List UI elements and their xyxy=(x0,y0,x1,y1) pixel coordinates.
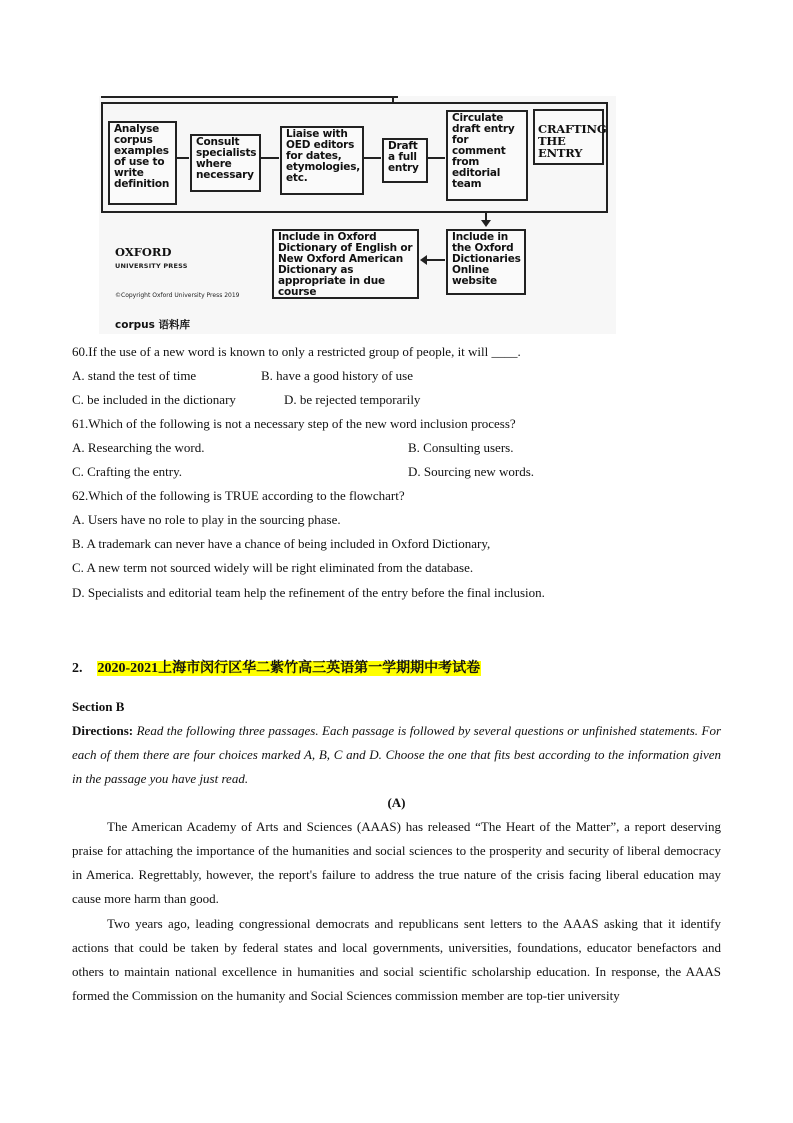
question-60-stem: 60.If the use of a new word is known to only a restricted group of people, it will ____. xyxy=(72,344,521,359)
flow-box-include-dictionary: Include in Oxford Dictionary of English or New Oxford American Dictionary as appropriate in due course xyxy=(272,229,419,299)
copyright-text: ©Copyright Oxford University Press 2019 xyxy=(115,292,240,299)
directions-text: Read the following three passages. Each passage is followed by several questions or unfinished statements. For each of them there are four choices marked A, B, C and D. Choose the one that fits best according to the information given in the passage you have just read. xyxy=(72,723,721,786)
question-60-option-c: C. be included in the dictionary xyxy=(72,392,236,407)
question-61-option-c: C. Crafting the entry. xyxy=(72,464,182,479)
oxford-logo-subtext: UNIVERSITY PRESS xyxy=(115,262,188,270)
exam-heading xyxy=(72,657,481,677)
passage-paragraph-1: The American Academy of Arts and Sciences (AAAS) has released “The Heart of the Matter”, a report deserving praise for attaching the importance of the humanities and social sciences to the prosperity and security of liberal democracy in America. Regrettably, however, the report's failure to address the true nature of the crisis facing liberal education may cause more harm than good. xyxy=(72,819,721,906)
flow-frame-bottom xyxy=(101,211,608,213)
question-62-option-d: D. Specialists and editorial team help the refinement of the entry before the final inclusion. xyxy=(72,585,545,600)
question-62-option-c: C. A new term not sourced widely will be right eliminated from the database. xyxy=(72,560,474,575)
question-60-option-d: D. be rejected temporarily xyxy=(284,392,421,407)
flow-arrow xyxy=(428,157,445,159)
flow-box-draft: Draft a full entry xyxy=(382,138,428,183)
flow-arrow xyxy=(364,157,381,159)
directions-label: Directions: xyxy=(72,723,134,738)
flow-box-liaise: Liaise with OED editors for dates, etymologies, etc. xyxy=(280,126,364,195)
question-62-option-a: A. Users have no role to play in the sourcing phase. xyxy=(72,512,341,527)
passage-label: (A) xyxy=(387,795,406,810)
flow-arrow xyxy=(261,157,279,159)
flow-arrowhead-left xyxy=(420,255,427,265)
flow-box-circulate: Circulate draft entry for comment from editorial team xyxy=(446,110,528,201)
question-61-option-d: D. Sourcing new words. xyxy=(408,464,535,479)
flow-frame-left xyxy=(101,102,103,213)
question-60-option-a: A. stand the test of time xyxy=(72,368,197,383)
directions-paragraph xyxy=(72,719,721,791)
flow-arrow-left xyxy=(425,259,445,261)
flow-box-consult: Consult specialists where necessary xyxy=(190,134,261,192)
flowchart-figure xyxy=(99,96,616,334)
exam-number: 2. xyxy=(72,661,83,676)
flow-arrowhead-down xyxy=(481,220,491,227)
flow-box-include-online: Include in the Oxford Dictionaries Online website xyxy=(446,229,526,295)
question-60-option-b: B. have a good history of use xyxy=(261,368,414,383)
question-61-option-b: B. Consulting users. xyxy=(408,440,514,455)
exam-title: 2020-2021上海市闵行区华二紫竹高三英语第一学期期中考试卷 xyxy=(97,661,481,676)
flow-frame-right xyxy=(606,102,608,213)
passage-paragraph-2: Two years ago, leading congressional democrats and republicans sent letters to the AAAS asking that it identify actions that could be taken by federal states and local governments, universities, foundations, educator benefactors and others to maintain national excellence in humanities and social scientific scholarship education. In response, the AAAS formed the Commission on the humanity and Social Sciences commission member are top-tier university xyxy=(72,916,721,1003)
oxford-logo-text: OXFORD xyxy=(115,245,172,259)
section-title: Section B xyxy=(72,699,125,714)
question-61-option-a: A. Researching the word. xyxy=(72,440,205,455)
flow-label-crafting: CRAFTING THE ENTRY xyxy=(533,109,604,165)
question-61-stem: 61.Which of the following is not a necessary step of the new word inclusion process? xyxy=(72,416,516,431)
flow-frame-top-left xyxy=(101,96,398,98)
question-62-option-b: B. A trademark can never have a chance of being included in Oxford Dictionary, xyxy=(72,536,491,551)
question-62-stem: 62.Which of the following is TRUE according to the flowchart? xyxy=(72,488,405,503)
flow-frame-top xyxy=(101,102,608,104)
corpus-note: corpus 语料库 xyxy=(115,319,191,331)
flow-arrow xyxy=(177,157,189,159)
flow-box-analyse: Analyse corpus examples of use to write definition xyxy=(108,121,177,205)
